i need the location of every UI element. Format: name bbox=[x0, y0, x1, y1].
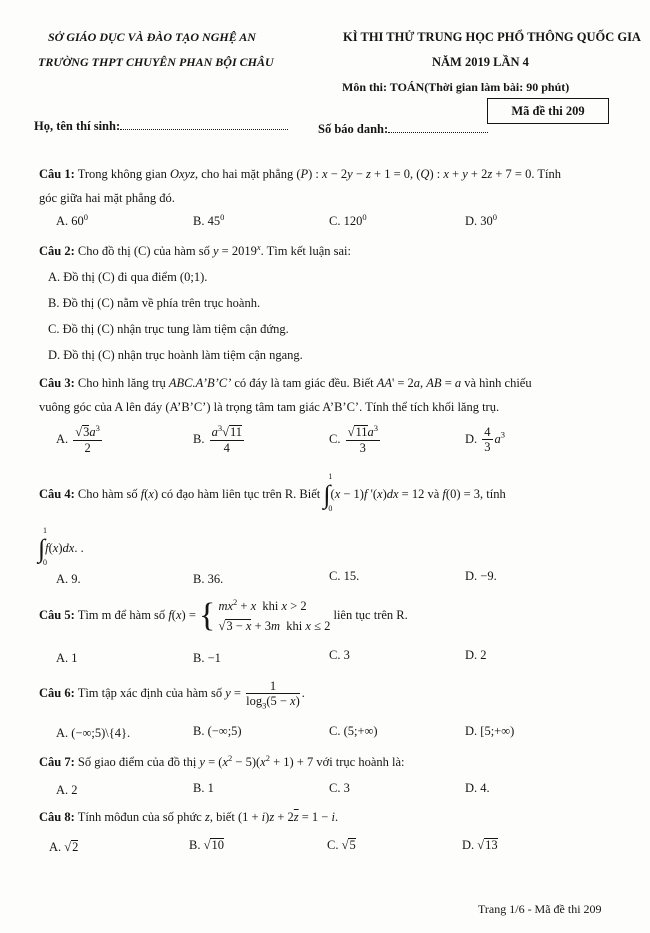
q1-option-b: B. $45^0$ bbox=[193, 211, 225, 228]
q2-text: Cho đồ thị (C) của hàm số bbox=[77, 244, 210, 258]
q4-text3: và bbox=[427, 486, 440, 501]
q7-line1: Câu 7: Số giao điểm của đồ thị $y = (x^2 - 5)(x^2 + 1) + 7$ với trục hoành là: bbox=[39, 752, 405, 769]
q3-option-c: C. $\frac{√11a^3}{3}$ bbox=[329, 422, 379, 455]
q4-option-a: A. 9. bbox=[56, 572, 81, 586]
q3-option-d: D. $\frac{4}{3}$ $a^3$ bbox=[465, 425, 506, 455]
q8-option-b: B. √10 bbox=[189, 838, 224, 852]
student-id-line bbox=[318, 122, 488, 137]
q4-label: Câu 4: bbox=[39, 486, 75, 501]
q1-option-a: A. $60^0$ bbox=[56, 211, 89, 228]
q5-text2: liên tục trên R. bbox=[333, 607, 408, 622]
q7-option-a: A. 2 bbox=[56, 783, 78, 797]
q1-text2: cho hai mặt phẳng bbox=[201, 167, 294, 181]
q2-option-b: B. Đồ thị (C) nằm về phía trên trục hoành. bbox=[48, 296, 261, 310]
q3-line2: vuông góc của A lên đáy (A’B’C’) là trọng tâm tam giác A’B’C’. Tính thể tích khối lăng trụ. bbox=[39, 400, 500, 414]
q4-text2: có đạo hàm liên tục trên R. Biết bbox=[161, 486, 321, 501]
exam-title: KÌ THI THỬ TRUNG HỌC PHỔ THÔNG QUỐC GIA bbox=[343, 30, 641, 44]
q5-option-d: D. 2 bbox=[465, 648, 487, 662]
q7-option-d: D. 4. bbox=[465, 781, 490, 795]
q3-text3: và hình chiếu bbox=[464, 376, 532, 390]
q1-text3: Tính bbox=[537, 167, 561, 181]
q8-text1: Tính môđun của số phức bbox=[77, 810, 202, 824]
student-name-line bbox=[34, 119, 288, 134]
q6-option-b: B. (−∞;5) bbox=[193, 724, 242, 738]
q5-option-b: B. −1 bbox=[193, 651, 221, 665]
q7-text1: Số giao điểm của đồ thị bbox=[77, 755, 197, 769]
q4-text4: tính bbox=[486, 486, 506, 501]
q2-option-a: A. Đồ thị (C) đi qua điểm (0;1). bbox=[48, 270, 208, 284]
q1-label: Câu 1: bbox=[39, 167, 75, 181]
q8-label: Câu 8: bbox=[39, 810, 75, 824]
q1-text: Trong không gian bbox=[77, 167, 167, 181]
q1-line2: góc giữa hai mặt phẳng đó. bbox=[39, 191, 175, 205]
q7-label: Câu 7: bbox=[39, 755, 75, 769]
q3-line1: Câu 3: Cho hình lăng trụ ABC.A’B’C’ có đáy là tam giác đều. Biết AA' = 2a, AB = a và hình chiếu bbox=[39, 376, 532, 390]
q3-option-b: B. $\frac{a^3√11}{4}$ bbox=[193, 422, 243, 455]
q6-line1: Câu 6: Tìm tập xác định của hàm số y = $\frac{1}{\log_3(5 - x)}$ . bbox=[39, 679, 305, 711]
q5-option-a: A. 1 bbox=[56, 651, 78, 665]
q1-option-d: D. $30^0$ bbox=[465, 211, 498, 228]
q1-option-c: C. $120^0$ bbox=[329, 211, 367, 228]
q6-option-a: A. (−∞;5)\{4}. bbox=[56, 726, 131, 740]
student-id-label: Số báo danh: bbox=[318, 122, 389, 136]
q5-option-c: C. 3 bbox=[329, 648, 350, 662]
q2-option-c: C. Đồ thị (C) nhận trục tung làm tiệm cận đứng. bbox=[48, 322, 289, 336]
q5-label: Câu 5: bbox=[39, 607, 75, 622]
q6-option-d: D. [5;+∞) bbox=[465, 724, 515, 738]
dept-name: SỞ GIÁO DỤC VÀ ĐÀO TẠO NGHỆ AN bbox=[48, 30, 256, 44]
q2-option-d: D. Đồ thị (C) nhận trục hoành làm tiệm cận ngang. bbox=[48, 348, 303, 362]
q4-option-b: B. 36. bbox=[193, 572, 224, 586]
exam-code-box: Mã đề thi 209 bbox=[487, 98, 609, 124]
q3-label: Câu 3: bbox=[39, 376, 75, 390]
q8-option-a: A. √2 bbox=[49, 840, 79, 854]
q3-text1: Cho hình lăng trụ bbox=[77, 376, 166, 390]
q7-option-c: C. 3 bbox=[329, 781, 350, 795]
q7-option-b: B. 1 bbox=[193, 781, 214, 795]
q3-text2: có đáy là tam giác đều. Biết bbox=[234, 376, 374, 390]
q2-label: Câu 2: bbox=[39, 244, 75, 258]
q8-option-d: D. √13 bbox=[462, 838, 498, 852]
school-name: TRƯỜNG THPT CHUYÊN PHAN BỘI CHÂU bbox=[38, 55, 274, 69]
q8-option-c: C. √5 bbox=[327, 838, 356, 852]
student-name-label: Họ, tên thí sinh: bbox=[34, 119, 121, 133]
q5-text1: Tìm m để hàm số bbox=[77, 607, 166, 622]
exam-subject: Môn thi: TOÁN(Thời gian làm bài: 90 phút) bbox=[342, 80, 570, 94]
q5-line1: Câu 5: Tìm m để hàm số f(x) = { $mx^2 + x$ khi x > 2 √3 − x + 3m khi x ≤ 2 liên tục trên R. bbox=[39, 596, 408, 634]
q4-option-c: C. 15. bbox=[329, 569, 360, 583]
q6-text1: Tìm tập xác định của hàm số bbox=[77, 685, 223, 700]
q4-option-d: D. −9. bbox=[465, 569, 497, 583]
q2-text2: . Tìm kết luận sai: bbox=[260, 244, 352, 258]
q1-line1: Câu 1: Trong không gian Oxyz, cho hai mặt phẳng (P) : x − 2y − z + 1 = 0, (Q) : x + y + 2z + 7 = 0. Tính bbox=[39, 167, 561, 181]
q4-text1: Cho hàm số bbox=[77, 486, 138, 501]
page-footer: Trang 1/6 - Mã đề thi 209 bbox=[478, 902, 602, 916]
q8-line1: Câu 8: Tính môđun của số phức z, biết $(1 + i)z + 2\overline{z} = 1 - i$. bbox=[39, 810, 339, 824]
q3-option-a: A. $\frac{√3a^3}{2}$ bbox=[56, 422, 100, 455]
q4-line1: Câu 4: Cho hàm số f(x) có đạo hàm liên tục trên R. Biết ∫ 1 0 (x − 1)f '(x)dx = 12 và f(0) = 3, tính bbox=[39, 472, 506, 513]
q4-line2: ∫ 1 0 f(x)dx. . bbox=[38, 526, 84, 567]
exam-year: NĂM 2019 LẦN 4 bbox=[432, 55, 529, 69]
q7-text2: với trục hoành là: bbox=[316, 755, 405, 769]
q6-label: Câu 6: bbox=[39, 685, 75, 700]
q6-option-c: C. (5;+∞) bbox=[329, 724, 378, 738]
q2-line1: Câu 2: Cho đồ thị (C) của hàm số $y = 2019^x$. Tìm kết luận sai: bbox=[39, 241, 352, 258]
q8-text2: , biết bbox=[209, 810, 235, 824]
